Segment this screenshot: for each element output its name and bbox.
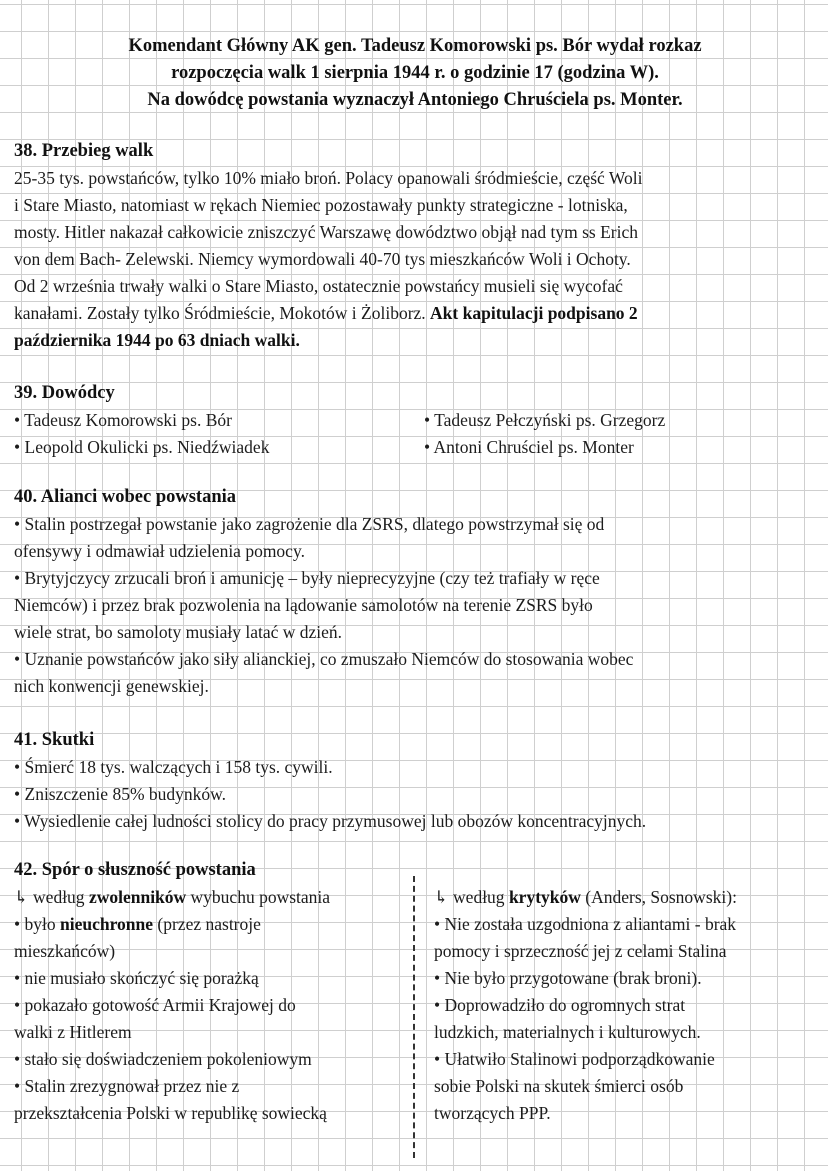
text-line: • Uznanie powstańców jako siły alianckiej, co zmuszało Niemców do stosowania wobec [14,649,634,669]
text-normal: (przez nastroje [153,914,261,934]
text-line: • Śmierć 18 tys. walczących i 158 tys. cywili. [14,757,333,777]
section-39 [14,380,814,461]
text-line: ludzkich, materialnych i kulturowych. [434,1022,701,1042]
text-bold: zwolenników [88,887,187,907]
header-line: Na dowódcę powstania wyznaczył Antoniego Chruściela ps. Monter. [147,90,683,110]
text-line [14,911,409,938]
text-line: sobie Polski na skutek śmierci osób [434,1076,684,1096]
text-line: von dem Bach- Zelewski. Niemcy wymordowali 40-70 tys mieszkańców Woli i Ochoty. [14,249,631,269]
text-line: tworzących PPP. [434,1103,551,1123]
commander-item: • Tadeusz Komorowski ps. Bór [14,410,232,430]
commander-item: • Antoni Chruściel ps. Monter [424,437,634,457]
text-line: • Wysiedlenie całej ludności stolicy do pracy przymusowej lub obozów koncentracyjnych. [14,811,647,831]
text-normal: kanałami. Zostały tylko Śródmieście, Mokotów i Żoliborz. [14,303,431,323]
text-line: mieszkańców) [14,941,116,961]
section-42-title: 42. Spór o słuszność powstania [14,860,256,880]
commander-item: • Leopold Okulicki ps. Niedźwiadek [14,437,270,457]
text-normal: • było [14,914,60,934]
supporters-column [14,884,409,1127]
critics-column [434,884,814,1127]
text-line: ofensywy i odmawiał udzielenia pomocy. [14,541,305,561]
text-line: Niemców) i przez brak pozwolenia na lądowanie samolotów na terenie ZSRS było [14,595,593,615]
header-line: rozpoczęcia walk 1 sierpnia 1944 r. o godzinie 17 (godzina W). [171,63,659,83]
text-normal: ↳ według [434,887,509,907]
supporters-intro [14,884,409,911]
section-40 [14,484,814,700]
column-divider [413,876,415,1158]
text-line: • Nie została uzgodniona z aliantami - brak [434,914,737,934]
text-line: pomocy i sprzeczność jej z celami Stalina [434,941,727,961]
text-line: • Nie było przygotowane (brak broni). [434,968,702,988]
section-38 [14,138,814,354]
text-line: mosty. Hitler nakazał całkowicie zniszczyć Warszawę dowództwo objął nad tym ss Erich [14,222,639,242]
section-38-title: 38. Przebieg walk [14,141,154,161]
text-line: • pokazało gotowość Armii Krajowej do [14,995,296,1015]
critics-intro [434,884,814,911]
header-block [70,33,760,114]
text-line: wiele strat, bo samoloty musiały latać w dzień. [14,622,343,642]
text-line: • Ułatwiło Stalinowi podporządkowanie [434,1049,715,1069]
section-41 [14,727,814,835]
text-line: • Brytyjczycy zrzucali broń i amunicję – były nieprecyzyjne (czy też trafiały w ręce [14,568,600,588]
text-line: 25-35 tys. powstańców, tylko 10% miało broń. Polacy opanowali śródmieście, część Woli [14,168,643,188]
text-line: • Doprowadziło do ogromnych strat [434,995,686,1015]
text-line: • Zniszczenie 85% budynków. [14,784,227,804]
section-40-title: 40. Alianci wobec powstania [14,487,237,507]
text-bold: krytyków [508,887,581,907]
text-normal: wybuchu powstania [186,887,331,907]
text-line [14,300,814,327]
text-normal: (Anders, Sosnowski): [580,887,737,907]
commander-item: • Tadeusz Pełczyński ps. Grzegorz [424,410,666,430]
text-line-bold: października 1944 po 63 dniach walki. [14,330,300,350]
text-line: walki z Hitlerem [14,1022,132,1042]
text-line: • Stalin zrezygnował przez nie z [14,1076,240,1096]
text-normal: ↳ według [14,887,89,907]
text-bold: Akt kapitulacji podpisano 2 [430,303,638,323]
section-41-title: 41. Skutki [14,730,95,750]
header-line: Komendant Główny AK gen. Tadeusz Komorowski ps. Bór wydał rozkaz [128,36,702,56]
text-bold: nieuchronne [60,914,154,934]
text-line: • stało się doświadczeniem pokoleniowym [14,1049,312,1069]
text-line: i Stare Miasto, natomiast w rękach Niemiec pozostawały punkty strategiczne - lotniska, [14,195,628,215]
text-line: • nie musiało skończyć się porażką [14,968,259,988]
text-line: • Stalin postrzegał powstanie jako zagrożenie dla ZSRS, dlatego powstrzymał się od [14,514,605,534]
text-line: przekształcenia Polski w republikę sowiecką [14,1103,327,1123]
text-line: nich konwencji genewskiej. [14,676,209,696]
text-line: Od 2 września trwały walki o Stare Miasto, ostatecznie powstańcy musieli się wycofać [14,276,623,296]
section-39-title: 39. Dowódcy [14,383,115,403]
